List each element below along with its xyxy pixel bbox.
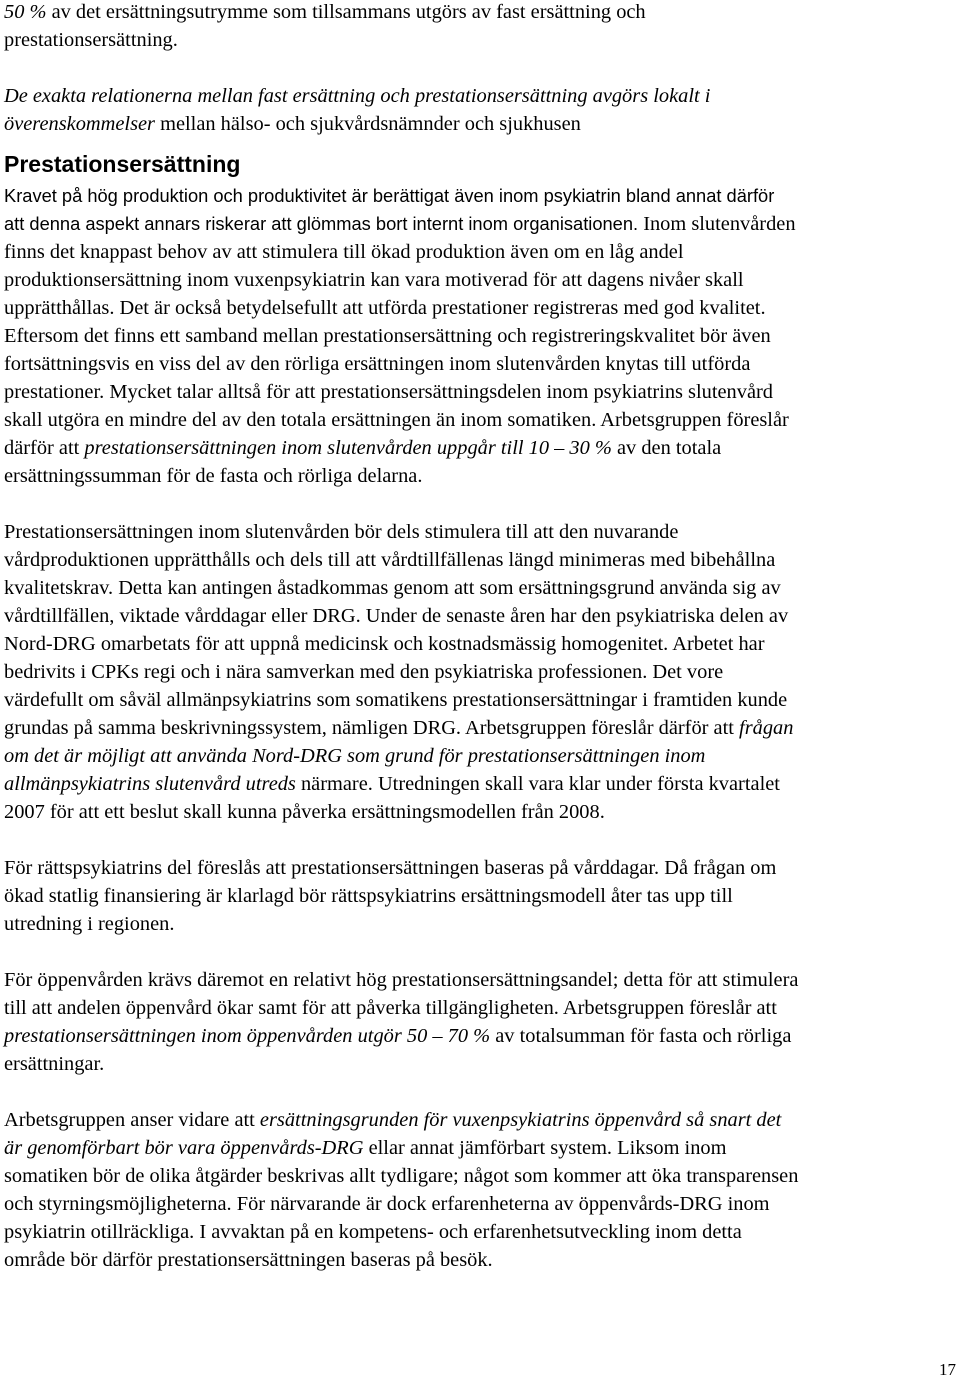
text-line — [4, 770, 954, 798]
text-span: av totalsumman för fasta och rörliga — [490, 1025, 792, 1047]
paragraph-gap — [4, 826, 954, 854]
italic-text: prestationsersättningen inom öppenvården utgör 50 – 70 % — [4, 1025, 491, 1047]
text-line — [4, 1022, 954, 1050]
text-span: att denna aspekt annars riskerar att glömmas bort internt inom organisationen. — [4, 213, 639, 234]
paragraph-gap — [4, 938, 954, 966]
text-line: kvalitetskrav. Detta kan antingen åstadkommas genom att som ersättningsgrund använda sig av — [4, 577, 781, 599]
page-number: 17 — [939, 1360, 956, 1379]
text-line: Kravet på hög produktion och produktivitet är berättigat även inom psykiatrin bland annat därför — [4, 185, 775, 206]
text-line: Eftersom det finns ett samband mellan prestationsersättning och registreringskvalitet bör även — [4, 325, 771, 347]
italic-text: allmänpsykiatrins slutenvård utreds — [4, 773, 296, 795]
text-line: prestationsersättning. — [4, 29, 178, 51]
text-line — [4, 742, 954, 770]
italic-text: ersättningsgrunden för vuxenpsykiatrins öppenvård så snart det — [259, 1109, 782, 1131]
text-line: och styrningsmöjligheterna. För närvarande är dock erfarenheterna av öppenvårds-DRG inom — [4, 1193, 770, 1215]
paragraph-gap — [4, 1078, 954, 1106]
text-span: grundas på samma beskrivningssystem, nämligen DRG. Arbetsgruppen föreslår därför att — [4, 717, 740, 739]
italic-text: 50 % — [4, 1, 47, 23]
text-line: utredning i regionen. — [4, 913, 175, 935]
text-line: upprätthållas. Det är också betydelsefullt att utförda prestationer registreras med god kvalitet. — [4, 297, 766, 319]
text-line: finns det knappast behov av att stimulera till ökad produktion även om en låg andel — [4, 241, 684, 263]
text-span: därför att — [4, 437, 85, 459]
text-line — [4, 0, 954, 26]
intro-paragraph — [4, 0, 954, 138]
paragraph-drg — [4, 518, 954, 826]
italic-text: prestationsersättningen inom slutenvården uppgår till 10 – 30 % — [84, 437, 612, 459]
italic-text: frågan — [739, 717, 794, 739]
text-line: ersättningssumman för de fasta och rörliga delarna. — [4, 465, 423, 487]
italic-text: överenskommelser — [4, 113, 155, 135]
text-line: För rättspsykiatrins del föreslås att prestationsersättningen baseras på vårddagar. Då frågan om — [4, 857, 777, 879]
text-span: ellar annat jämförbart system. Liksom inom — [363, 1137, 727, 1159]
text-line: produktionsersättning inom vuxenpsykiatrin kan vara motiverad för att dagens nivåer skall — [4, 269, 744, 291]
document-page — [4, 0, 954, 1274]
italic-text: är genomförbart bör vara öppenvårds-DRG — [4, 1137, 364, 1159]
text-span: av det ersättningsutrymme som tillsammans utgörs av fast ersättning och — [46, 1, 646, 23]
blank-line — [4, 54, 954, 82]
text-line: skall utgöra en mindre del av den totala ersättningen än inom somatiken. Arbetsgruppen föreslår — [4, 409, 789, 431]
sans-paragraph — [4, 182, 954, 238]
text-line: Nord-DRG omarbetats för att uppnå medicinsk och kostnadsmässig homogenitet. Arbetet har — [4, 633, 765, 655]
paragraph-rattspsykiatri — [4, 854, 954, 938]
text-line: bedrivits i CPKs regi och i nära samverkan med den psykiatriska professionen. Det vore — [4, 661, 724, 683]
text-line: prestationer. Mycket talar alltså för att prestationsersättningsdelen inom psykiatrins slutenvård — [4, 381, 773, 403]
text-line: psykiatrin otillräckliga. I avvaktan på en kompetens- och erfarenhetsutveckling inom detta — [4, 1221, 742, 1243]
text-line: ökad statlig finansiering är klarlagd bör rättspsykiatrins ersättningsmodell åter tas upp till — [4, 885, 733, 907]
text-line: område bör därför prestationsersättningen baseras på besök. — [4, 1249, 493, 1271]
text-line — [4, 1134, 954, 1162]
text-line: till att andelen öppenvård ökar samt för att påverka tillgängligheten. Arbetsgruppen föreslår att — [4, 997, 777, 1019]
text-span: mellan hälso- och sjukvårdsnämnder och sjukhusen — [155, 113, 581, 135]
text-line — [4, 210, 954, 238]
text-span: Inom slutenvården — [638, 213, 796, 235]
italic-text: om det är möjligt att använda Nord-DRG som grund för prestationsersättningen inom — [4, 745, 706, 767]
text-line: somatiken bör de olika åtgärder beskrivas allt tydligare; något som kommer att öka transparensen — [4, 1165, 799, 1187]
text-line — [4, 1106, 954, 1134]
text-line: För öppenvården krävs däremot en relativt hög prestationsersättningsandel; detta för att stimulera — [4, 969, 799, 991]
section-heading: Prestationsersättning — [4, 151, 241, 177]
text-span: av den totala — [611, 437, 722, 459]
text-line — [4, 714, 954, 742]
text-line: Prestationsersättningen inom slutenvården bör dels stimulera till att den nuvarande — [4, 521, 679, 543]
paragraph-continuation — [4, 238, 954, 490]
paragraph-gap — [4, 490, 954, 518]
text-span: Arbetsgruppen anser vidare att — [4, 1109, 260, 1131]
text-span: närmare. Utredningen skall vara klar under första kvartalet — [295, 773, 780, 795]
text-line: vårdproduktionen upprätthålls och dels till att vårdtillfällenas längd minimeras med bibehållna — [4, 549, 776, 571]
text-line: ersättningar. — [4, 1053, 105, 1075]
text-line — [4, 434, 954, 462]
paragraph-oppenvard — [4, 966, 954, 1078]
paragraph-ersattningsgrund — [4, 1106, 954, 1274]
text-line: vårdtillfällen, viktade vårddagar eller DRG. Under de senaste åren har den psykiatriska delen av — [4, 605, 789, 627]
text-line — [4, 110, 954, 138]
text-line: fortsättningsvis en viss del av den rörliga ersättningen inom slutenvården knytas till utförda — [4, 353, 751, 375]
italic-text: De exakta relationerna mellan fast ersättning och prestationsersättning avgörs lokalt i — [4, 85, 711, 107]
text-line: 2007 för att ett beslut skall kunna påverka ersättningsmodellen från 2008. — [4, 801, 605, 823]
text-line: värdefullt om såväl allmänpsykiatrins som somatikens prestationsersättningar i framtiden kunde — [4, 689, 788, 711]
text-line — [4, 82, 954, 110]
